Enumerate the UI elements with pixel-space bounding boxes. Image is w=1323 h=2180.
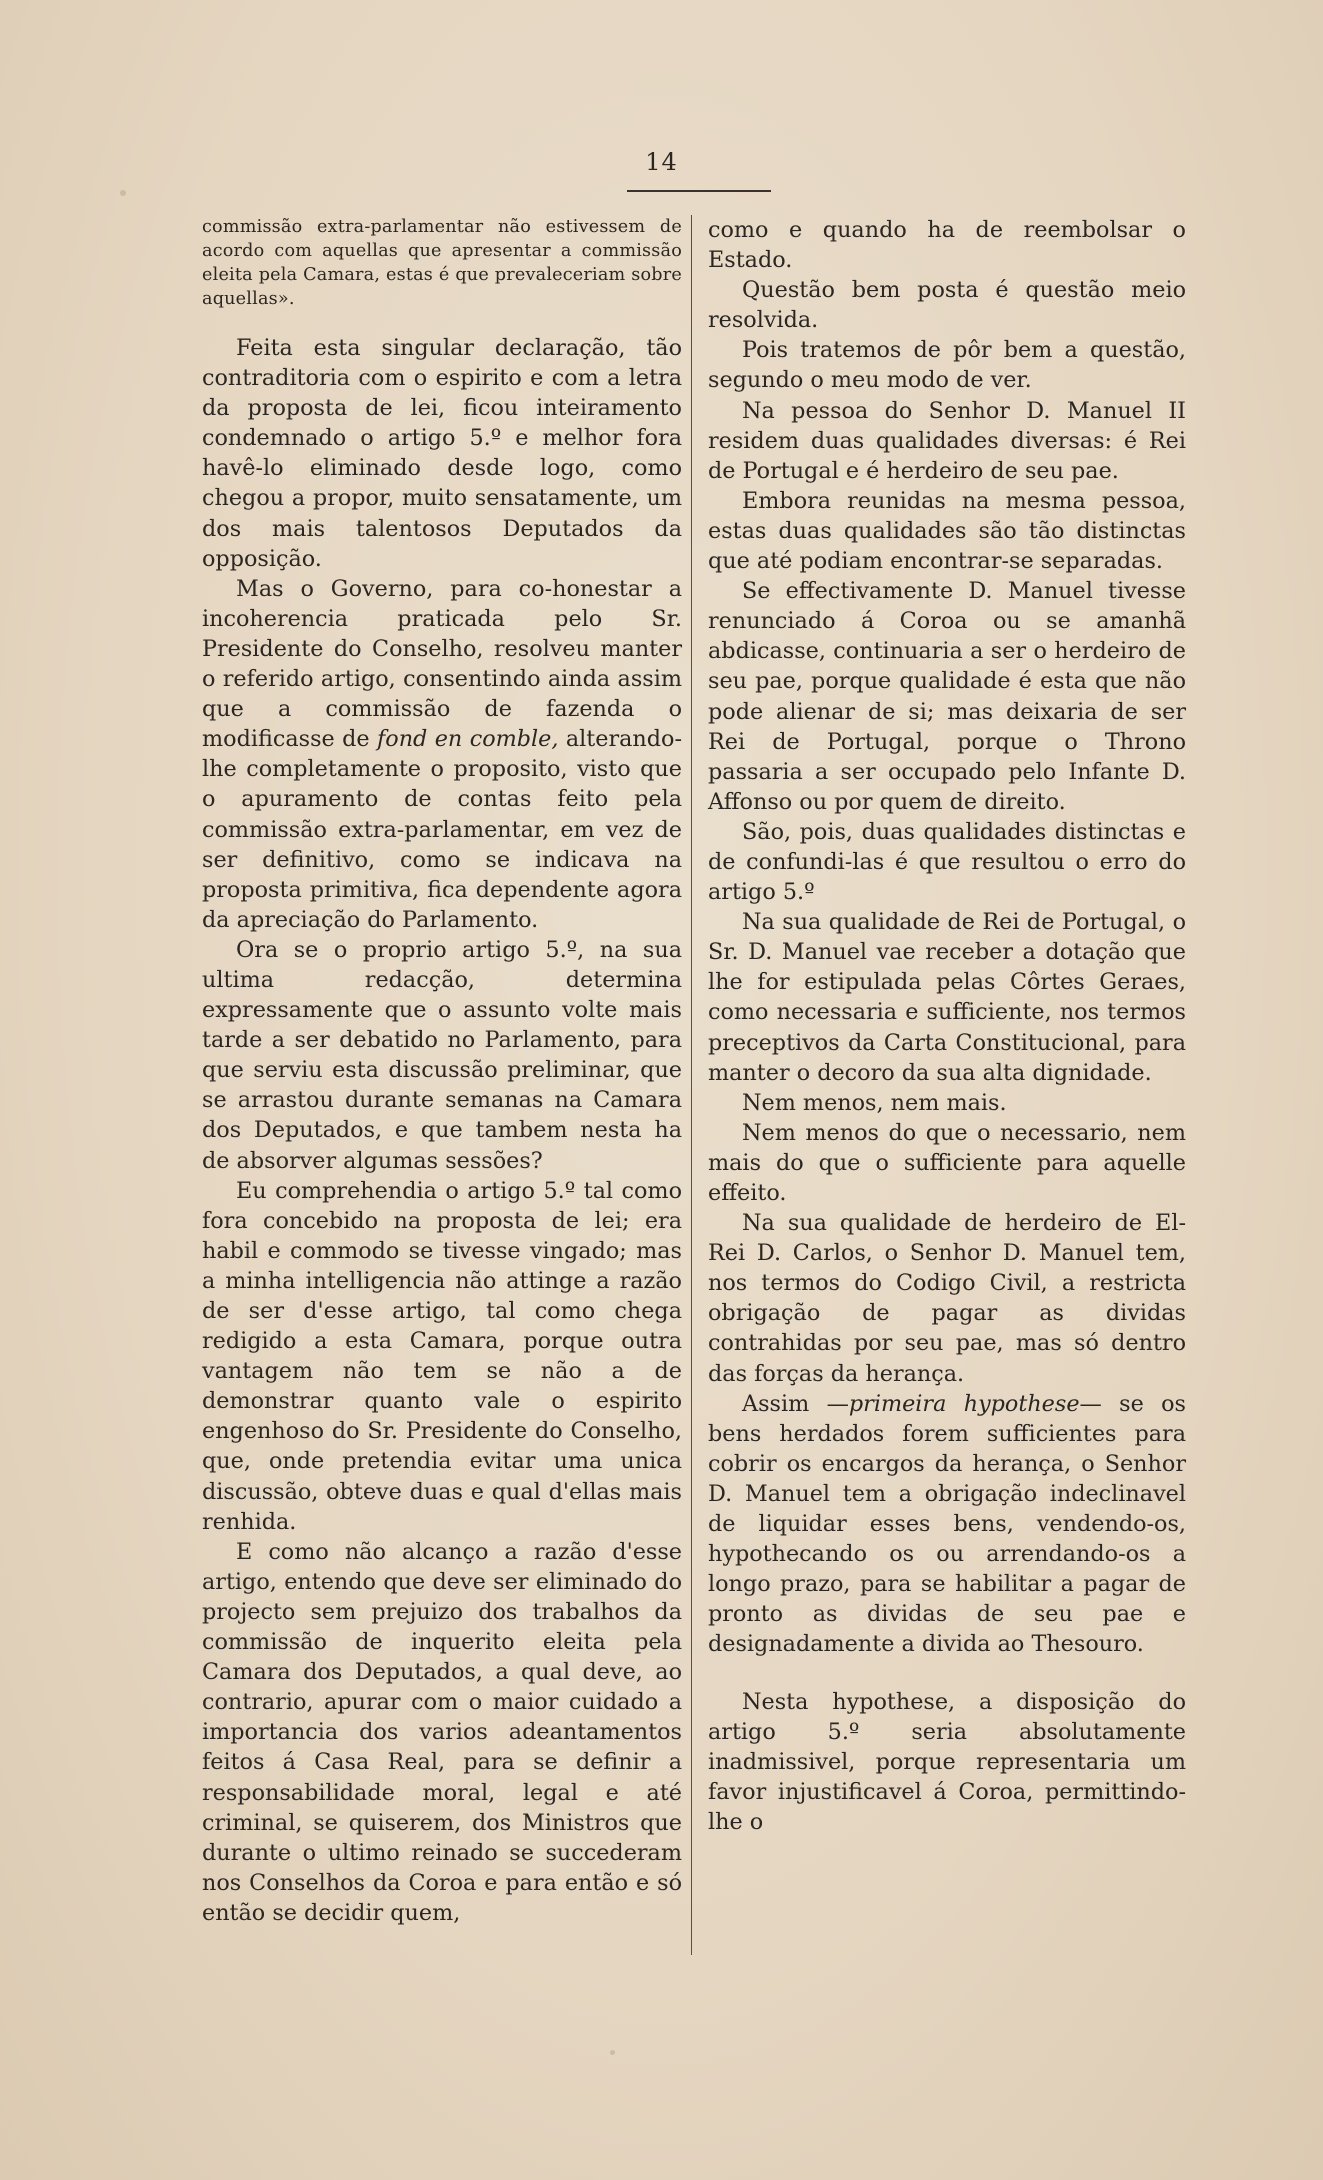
quote-text: commissão extra-parlamentar não estivessem de acordo com aquellas que apresentar a commissão eleita pela Camara, estas é que prevaleceriam sobre aquellas». (202, 217, 682, 309)
paragraph-text: Mas o Governo, para co-honestar a incoherencia praticada pelo Sr. Presidente do Conselho, resolveu manter o referido artigo, consentindo ainda assim que a commissão de fazenda o modificasse de (202, 575, 682, 753)
paragraph-text: Assim — (742, 1390, 849, 1417)
header-rule (627, 190, 771, 192)
paper-spot (120, 190, 126, 196)
paragraph-text: alterando-lhe completamente o proposito, visto que o apuramento de contas feito pela commissão extra-parlamentar, em vez de ser definitivo, como se indicava na proposta primitiva, fica dependente agora da apreciação do Parlamento. (202, 726, 682, 933)
paper-spot (610, 2050, 615, 2055)
paragraph (202, 574, 682, 935)
column-divider (691, 215, 692, 1955)
paragraph: Eu comprehendia o artigo 5.º tal como fora concebido na proposta de lei; era habil e commodo se tivesse vingado; mas a minha intelligencia não attinge a razão de ser d'esse artigo, tal como chega redigido a esta Camara, porque outra vantagem não tem se não a de demonstrar quanto vale o espirito engenhoso do Sr. Presidente do Conselho, que, onde pretendia evitar uma unica discussão, obteve duas e qual d'ellas mais renhida. (202, 1177, 682, 1535)
paragraph: Na sua qualidade de herdeiro de El-Rei D. Carlos, o Senhor D. Manuel tem, nos termos do Codigo Civil, a restricta obrigação de pagar as dividas contrahidas por seu pae, mas só dentro das forças da herança. (708, 1210, 1186, 1387)
paragraph: Ora se o proprio artigo 5.º, na sua ultima redacção, determina expressamente que o assunto volte mais tarde a ser debatido no Parlamento, para que serviu esta discussão preliminar, que se arrastou durante semanas na Camara dos Deputados, e que tambem nesta ha de absorver algumas sessões? (202, 936, 682, 1174)
italic-phrase: primeira hypothese (848, 1390, 1080, 1417)
paragraph: Na sua qualidade de Rei de Portugal, o Sr. D. Manuel vae receber a dotação que lhe for estipulada pelas Côrtes Geraes, como necessaria e sufficiente, nos termos preceptivos da Carta Constitucional, para manter o decoro da sua alta dignidade. (708, 909, 1186, 1086)
right-column (708, 215, 1186, 1837)
paragraph: São, pois, duas qualidades distinctas e de confundi-las é que resultou o erro do artigo 5.º (708, 818, 1186, 906)
paragraph: E como não alcanço a razão d'esse artigo, entendo que deve ser eliminado do projecto sem prejuizo dos trabalhos da commissão de inquerito eleita pela Camara dos Deputados, a qual deve, ao contrario, apurar com o maior cuidado a importancia dos varios adeantamentos feitos á Casa Real, para se definir a responsabilidade moral, legal e até criminal, se quiserem, dos Ministros que durante o ultimo reinado se succederam nos Conselhos da Coroa e para então e só então se decidir quem, (202, 1538, 682, 1926)
paragraph-text: — se os bens herdados forem sufficientes para cobrir os encargos da herança, o Senhor D. Manuel tem a obrigação indeclinavel de liquidar esses bens, vendendo-os, hypothecando os ou arrendando-os a longo prazo, para se habilitar a pagar de pronto as dividas de seu pae e designadamente a divida ao Thesouro. (708, 1390, 1186, 1658)
paragraph: Nesta hypothese, a disposição do artigo 5.º seria absolutamente inadmissivel, porque representaria um favor injustificavel á Coroa, permittindo-lhe o (708, 1688, 1186, 1835)
left-column (202, 215, 682, 1928)
paragraph: Nem menos, nem mais. (742, 1089, 1007, 1116)
paragraph (708, 1389, 1186, 1660)
paragraph: Questão bem posta é questão meio resolvida. (708, 277, 1186, 334)
italic-phrase: fond en comble, (377, 726, 559, 753)
paragraph: Se effectivamente D. Manuel tivesse renunciado á Coroa ou se amanhã abdicasse, continuaria a ser o herdeiro de seu pae, porque qualidade é esta que não pode alienar de si; mas deixaria de ser Rei de Portugal, porque o Throno passaria a ser occupado pelo Infante D. Affonso ou por quem de direito. (708, 578, 1186, 815)
paragraph: Nem menos do que o necessario, nem mais do que o sufficiente para aquelle effeito. (708, 1119, 1186, 1206)
paragraph: como e quando ha de reembolsar o Estado. (708, 217, 1186, 274)
paragraph: Embora reunidas na mesma pessoa, estas duas qualidades são tão distinctas que até podiam encontrar-se separadas. (708, 487, 1186, 575)
paragraph: Feita esta singular declaração, tão contraditoria com o espirito e com a letra da proposta de lei, ficou inteiramento condemnado o artigo 5.º e melhor fora havê-lo eliminado desde logo, como chegou a propor, muito sensatamente, um dos mais talentosos Deputados da opposição. (202, 335, 682, 572)
paragraph: Na pessoa do Senhor D. Manuel II residem duas qualidades diversas: é Rei de Portugal e é herdeiro de seu pae. (708, 397, 1186, 484)
paragraph: Pois tratemos de pôr bem a questão, segundo o meu modo de ver. (708, 337, 1186, 394)
page-number: 14 (645, 148, 678, 176)
